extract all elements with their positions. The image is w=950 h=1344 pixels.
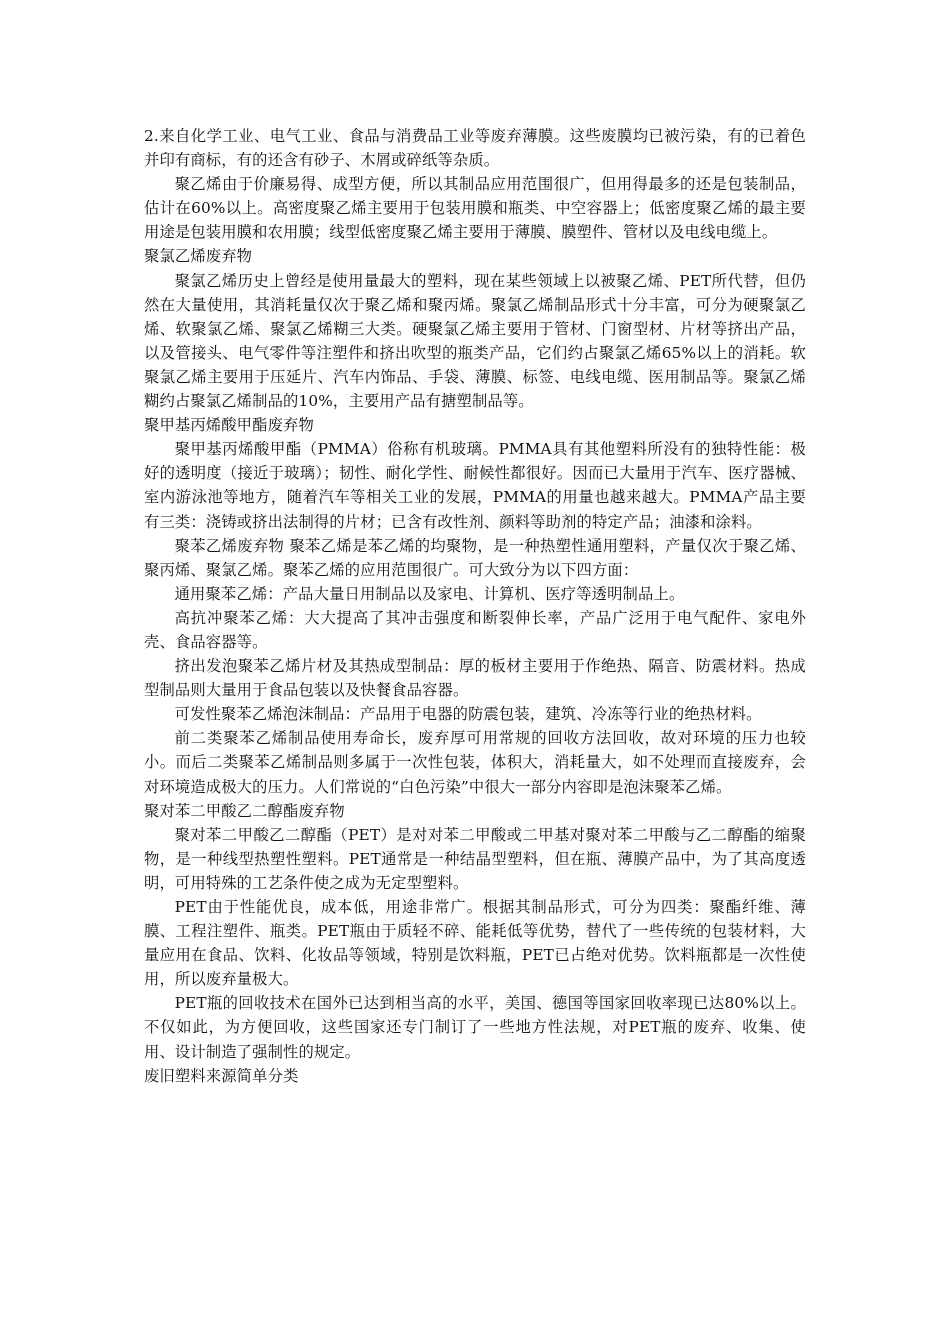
paragraph-polystyrene-intro: 聚苯乙烯废弃物 聚苯乙烯是苯乙烯的均聚物，是一种热塑性通用塑料，产量仅次于聚乙烯、聚丙烯、聚氯乙烯。聚苯乙烯的应用范围很广。可大致分为以下四方面：: [144, 536, 806, 579]
paragraph-film-waste-sources: 2.来自化学工业、电气工业、食品与消费品工业等废弃薄膜。这些废膜均已被污染，有的已着色并印有商标，有的还含有砂子、木屑或碎纸等杂质。: [144, 127, 806, 170]
paragraph-hips: 高抗冲聚苯乙烯：大大提高了其冲击强度和断裂伸长率，产品广泛用于电气配件、家电外壳、食品容器等。: [144, 608, 806, 651]
paragraph-general-polystyrene: 通用聚苯乙烯：产品大量日用制品以及家电、计算机、医疗等透明制品上。: [174, 584, 685, 603]
document-body: [144, 124, 806, 1088]
heading-waste-plastic-sources: 废旧塑料来源简单分类: [144, 1066, 299, 1085]
heading-pvc-waste: 聚氯乙烯废弃物: [144, 247, 253, 266]
paragraph-polyethylene-uses: 聚乙烯由于价廉易得、成型方便，所以其制品应用范围很广，但用得最多的还是包装制品，估计在60%以上。高密度聚乙烯主要用于包装用膜和瓶类、中空容器上；低密度聚乙烯的最主要用途是包装用膜和农用膜；线型低密度聚乙烯主要用于薄膜、膜塑件、管材以及电线电缆上。: [144, 175, 806, 242]
paragraph-ps-environment: 前二类聚苯乙烯制品使用寿命长，废弃厚可用常规的回收方法回收，故对环境的压力也较小。而后二类聚苯乙烯制品则多属于一次性包装，体积大，消耗量大，如不处理而直接废弃，会对环境造成极大的压力。人们常说的“白色污染”中很大一部分内容即是泡沫聚苯乙烯。: [144, 729, 806, 796]
heading-pet-waste: 聚对苯二甲酸乙二醇酯废弃物: [144, 801, 345, 820]
paragraph-pet-uses: PET由于性能优良，成本低，用途非常广。根据其制品形式，可分为四类：聚酯纤维、薄膜、工程注塑件、瓶类。PET瓶由于质轻不碎、能耗低等优势，替代了一些传统的包装材料，大量应用在食品、饮料、化妆品等领域，特别是饮料瓶，PET已占绝对优势。饮料瓶都是一次性使用，所以废弃量极大。: [144, 898, 806, 989]
paragraph-pet-definition: 聚对苯二甲酸乙二醇酯（PET）是对对苯二甲酸或二甲基对聚对苯二甲酸与乙二醇酯的缩聚物，是一种线型热塑性塑料。PET通常是一种结晶型塑料，但在瓶、薄膜产品中，为了其高度透明，可用特殊的工艺条件使之成为无定型塑料。: [144, 825, 806, 892]
paragraph-extruded-foam-ps: 挤出发泡聚苯乙烯片材及其热成型制品：厚的板材主要用于作绝热、隔音、防震材料。热成型制品则大量用于食品包装以及快餐食品容器。: [144, 657, 806, 700]
paragraph-expandable-ps: 可发性聚苯乙烯泡沫制品：产品用于电器的防震包装，建筑、冷冻等行业的绝热材料。: [174, 705, 762, 724]
paragraph-pet-recycling: PET瓶的回收技术在国外已达到相当高的水平，美国、德国等国家回收率现已达80%以上。不仅如此，为方便回收，这些国家还专门制订了一些地方性法规，对PET瓶的废弃、收集、使用、设计制造了强制性的规定。: [144, 994, 806, 1061]
paragraph-pmma-uses: 聚甲基丙烯酸甲酯（PMMA）俗称有机玻璃。PMMA具有其他塑料所没有的独特性能：极好的透明度（接近于玻璃）；韧性、耐化学性、耐候性都很好。因而已大量用于汽车、医疗器械、室内游泳池等地方，随着汽车等相关工业的发展，PMMA的用量也越来越大。PMMA产品主要有三类：浇铸或挤出法制得的片材；已含有改性剂、颜料等助剂的特定产品；油漆和涂料。: [144, 440, 806, 531]
heading-pmma-waste: 聚甲基丙烯酸甲酯废弃物: [144, 416, 314, 435]
paragraph-pvc-uses: 聚氯乙烯历史上曾经是使用量最大的塑料，现在某些领域上以被聚乙烯、PET所代替，但仍然在大量使用，其消耗量仅次于聚乙烯和聚丙烯。聚氯乙烯制品形式十分丰富，可分为硬聚氯乙烯、软聚氯乙烯、聚氯乙烯糊三大类。硬聚氯乙烯主要用于管材、门窗型材、片材等挤出产品，以及管接头、电气零件等注塑件和挤出吹型的瓶类产品，它们约占聚氯乙烯65%以上的消耗。软聚氯乙烯主要用于压延片、汽车内饰品、手袋、薄膜、标签、电线电缆、医用制品等。聚氯乙烯糊约占聚氯乙烯制品的10%，主要用产品有搪塑制品等。: [144, 271, 806, 411]
